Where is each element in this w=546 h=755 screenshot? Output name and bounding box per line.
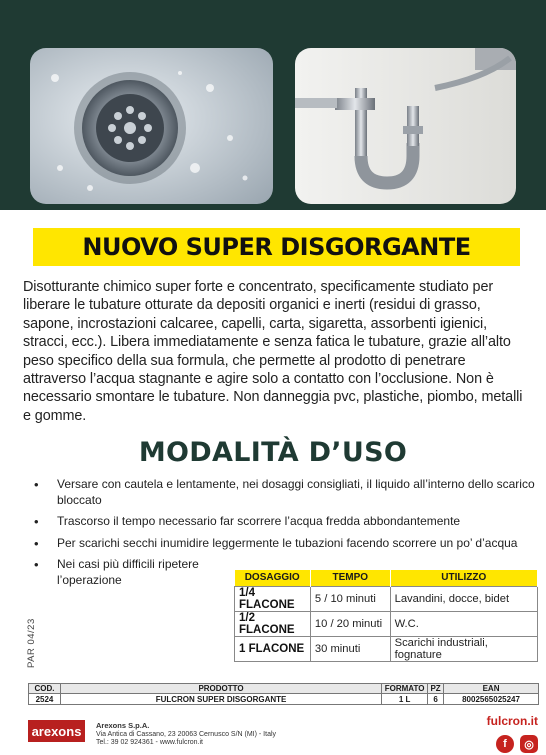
company-info — [96, 722, 276, 748]
dosage-header: DOSAGGIO — [235, 570, 311, 586]
ean-cell: 8002565025247 — [444, 694, 539, 705]
title-banner — [33, 228, 520, 266]
social-links — [496, 735, 538, 753]
dosage-table — [234, 570, 538, 662]
code-cell: 2524 — [29, 694, 61, 705]
product-cell: FULCRON SUPER DISGORGANTE — [60, 694, 381, 705]
dosage-cell: 1/4 FLACONE — [235, 586, 311, 611]
usage-cell: Scarichi industriali, fognature — [390, 636, 537, 661]
company-name: Arexons S.p.A. — [96, 721, 150, 730]
usage-header: UTILIZZO — [390, 570, 537, 586]
website-link[interactable]: fulcron.it — [486, 714, 538, 728]
usage-item: • Per scarichi secchi inumidire leggermente le tubazioni facendo scorrere un po’ d’acqua — [30, 536, 540, 552]
table-row — [235, 586, 538, 611]
time-cell: 10 / 20 minuti — [310, 611, 390, 636]
instagram-icon[interactable]: ◎ — [520, 735, 538, 753]
code-header: COD. — [29, 684, 61, 694]
product-header: PRODOTTO — [60, 684, 381, 694]
dosage-cell: 1 FLACONE — [235, 636, 311, 661]
company-phone: Tel.: 39 02 924361 - www.fulcron.it — [96, 739, 204, 746]
pieces-header: PZ — [428, 684, 444, 694]
product-table — [28, 683, 539, 705]
time-cell: 30 minuti — [310, 636, 390, 661]
product-title: NUOVO SUPER DISGORGANTE — [82, 233, 471, 261]
arexons-logo: arexons — [28, 720, 85, 742]
pipe-photo — [295, 48, 516, 204]
table-row — [235, 636, 538, 661]
table-row — [235, 611, 538, 636]
format-header: FORMATO — [382, 684, 428, 694]
time-header: TEMPO — [310, 570, 390, 586]
format-cell: 1 L — [382, 694, 428, 705]
time-cell: 5 / 10 minuti — [310, 586, 390, 611]
usage-cell: W.C. — [390, 611, 537, 636]
drain-photo — [30, 48, 273, 204]
dosage-cell: 1/2 FLACONE — [235, 611, 311, 636]
usage-item: • Nei casi più difficili ripetere l’operazione — [30, 557, 230, 588]
product-description: Disotturante chimico super forte e concentrato, specificamente studiato per liberare le tubature otturate da depositi organici e inerti (residui di grasso, sapone, incrostazioni calcaree, capelli, carta, sigaretta, assorbenti igienici, stracci, ecc.). Libera immediatamente e senza fatica le tubature, grazie all’alto peso specifico della sua formula, che permette al prodotto di penetrare attraverso l’acqua stagnante e agire solo a contatto con l’occlusione. Non è necessario smontare le tubature. Non danneggia pvc, plastiche, piombo, metalli e gomme. — [23, 279, 523, 424]
table-row — [29, 694, 539, 705]
usage-cell: Lavandini, docce, bidet — [390, 586, 537, 611]
company-address: Via Antica di Cassano, 23 20063 Cernusco S/N (MI) - Italy — [96, 730, 277, 738]
pieces-cell: 6 — [428, 694, 444, 705]
usage-item: • Trascorso il tempo necessario far scorrere l’acqua fredda abbondantemente — [30, 514, 540, 530]
facebook-icon[interactable]: f — [496, 735, 514, 753]
usage-item: • Versare con cautela e lentamente, nei dosaggi consigliati, il liquido all’interno dello scarico bloccato — [30, 477, 540, 508]
hero-banner — [0, 0, 546, 210]
usage-title: MODALITÀ D’USO — [138, 437, 408, 468]
ean-header: EAN — [444, 684, 539, 694]
par-code: PAR 04/23 — [26, 618, 37, 668]
